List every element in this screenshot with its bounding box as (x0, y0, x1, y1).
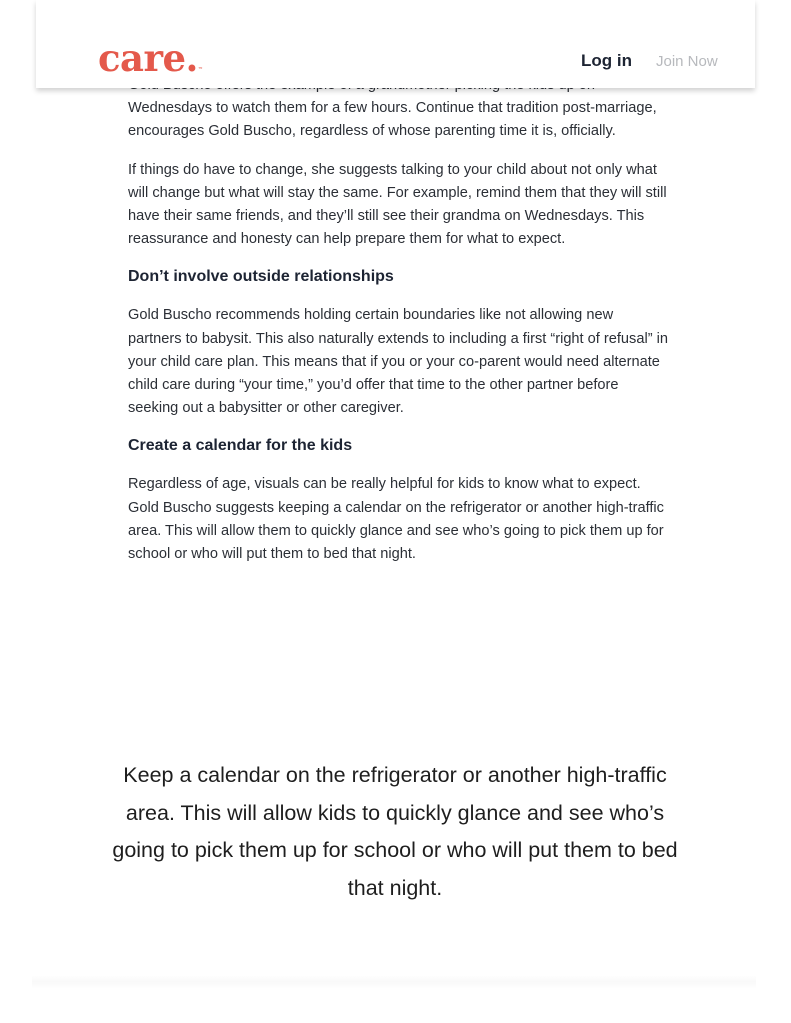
section-paragraph: Regardless of age, visuals can be really helpful for kids to know what to expect. Gold Buscho suggests keeping a calendar on the refrigerator or another high-traffic area. This will allow them to quickly glance and see who’s going to pick them up for school or who will put them to bed that night. (128, 476, 664, 563)
trademark-mark: ™ (197, 67, 203, 73)
section-paragraph: Gold Buscho recommends holding certain boundaries like not allowing new partners to babysit. This also naturally extends to including a first “right of refusal” in your child care plan. This means that if you or your co-parent would need alternate child care during “your time,” you’d offer that time to the other partner before seeking out a babysitter or other caregiver. (128, 307, 668, 417)
logo-wordmark: care (98, 36, 186, 80)
login-link[interactable]: Log in (581, 51, 632, 70)
section-heading: Create a calendar for the kids (128, 437, 353, 455)
care-logo[interactable] (98, 38, 202, 90)
section-heading: Don’t involve outside relationships (128, 268, 394, 286)
site-header (36, 0, 755, 88)
join-now-link[interactable]: Join Now (656, 53, 718, 70)
article-body (128, 74, 668, 581)
pull-quote: Keep a calendar on the refrigerator or another high-traffic area. This will allow kids to quickly glance and see who’s going to pick them up for school or who will put them to bed that night. (112, 763, 678, 900)
logo-dot: . (185, 36, 198, 80)
article-paragraph: Wednesdays to watch them for a few hours. Continue that tradition post-marriage, encourages Gold Buscho, regardless of whose parenting time it is, officially. (128, 100, 657, 140)
article-paragraph: If things do have to change, she suggests talking to your child about not only what will change but what will stay the same. For example, remind them that they will still have their same friends, and they’ll still see their grandma on Wednesdays. This reassurance and honesty can help prepare them for what to expect. (128, 161, 667, 248)
section-divider (32, 976, 756, 988)
